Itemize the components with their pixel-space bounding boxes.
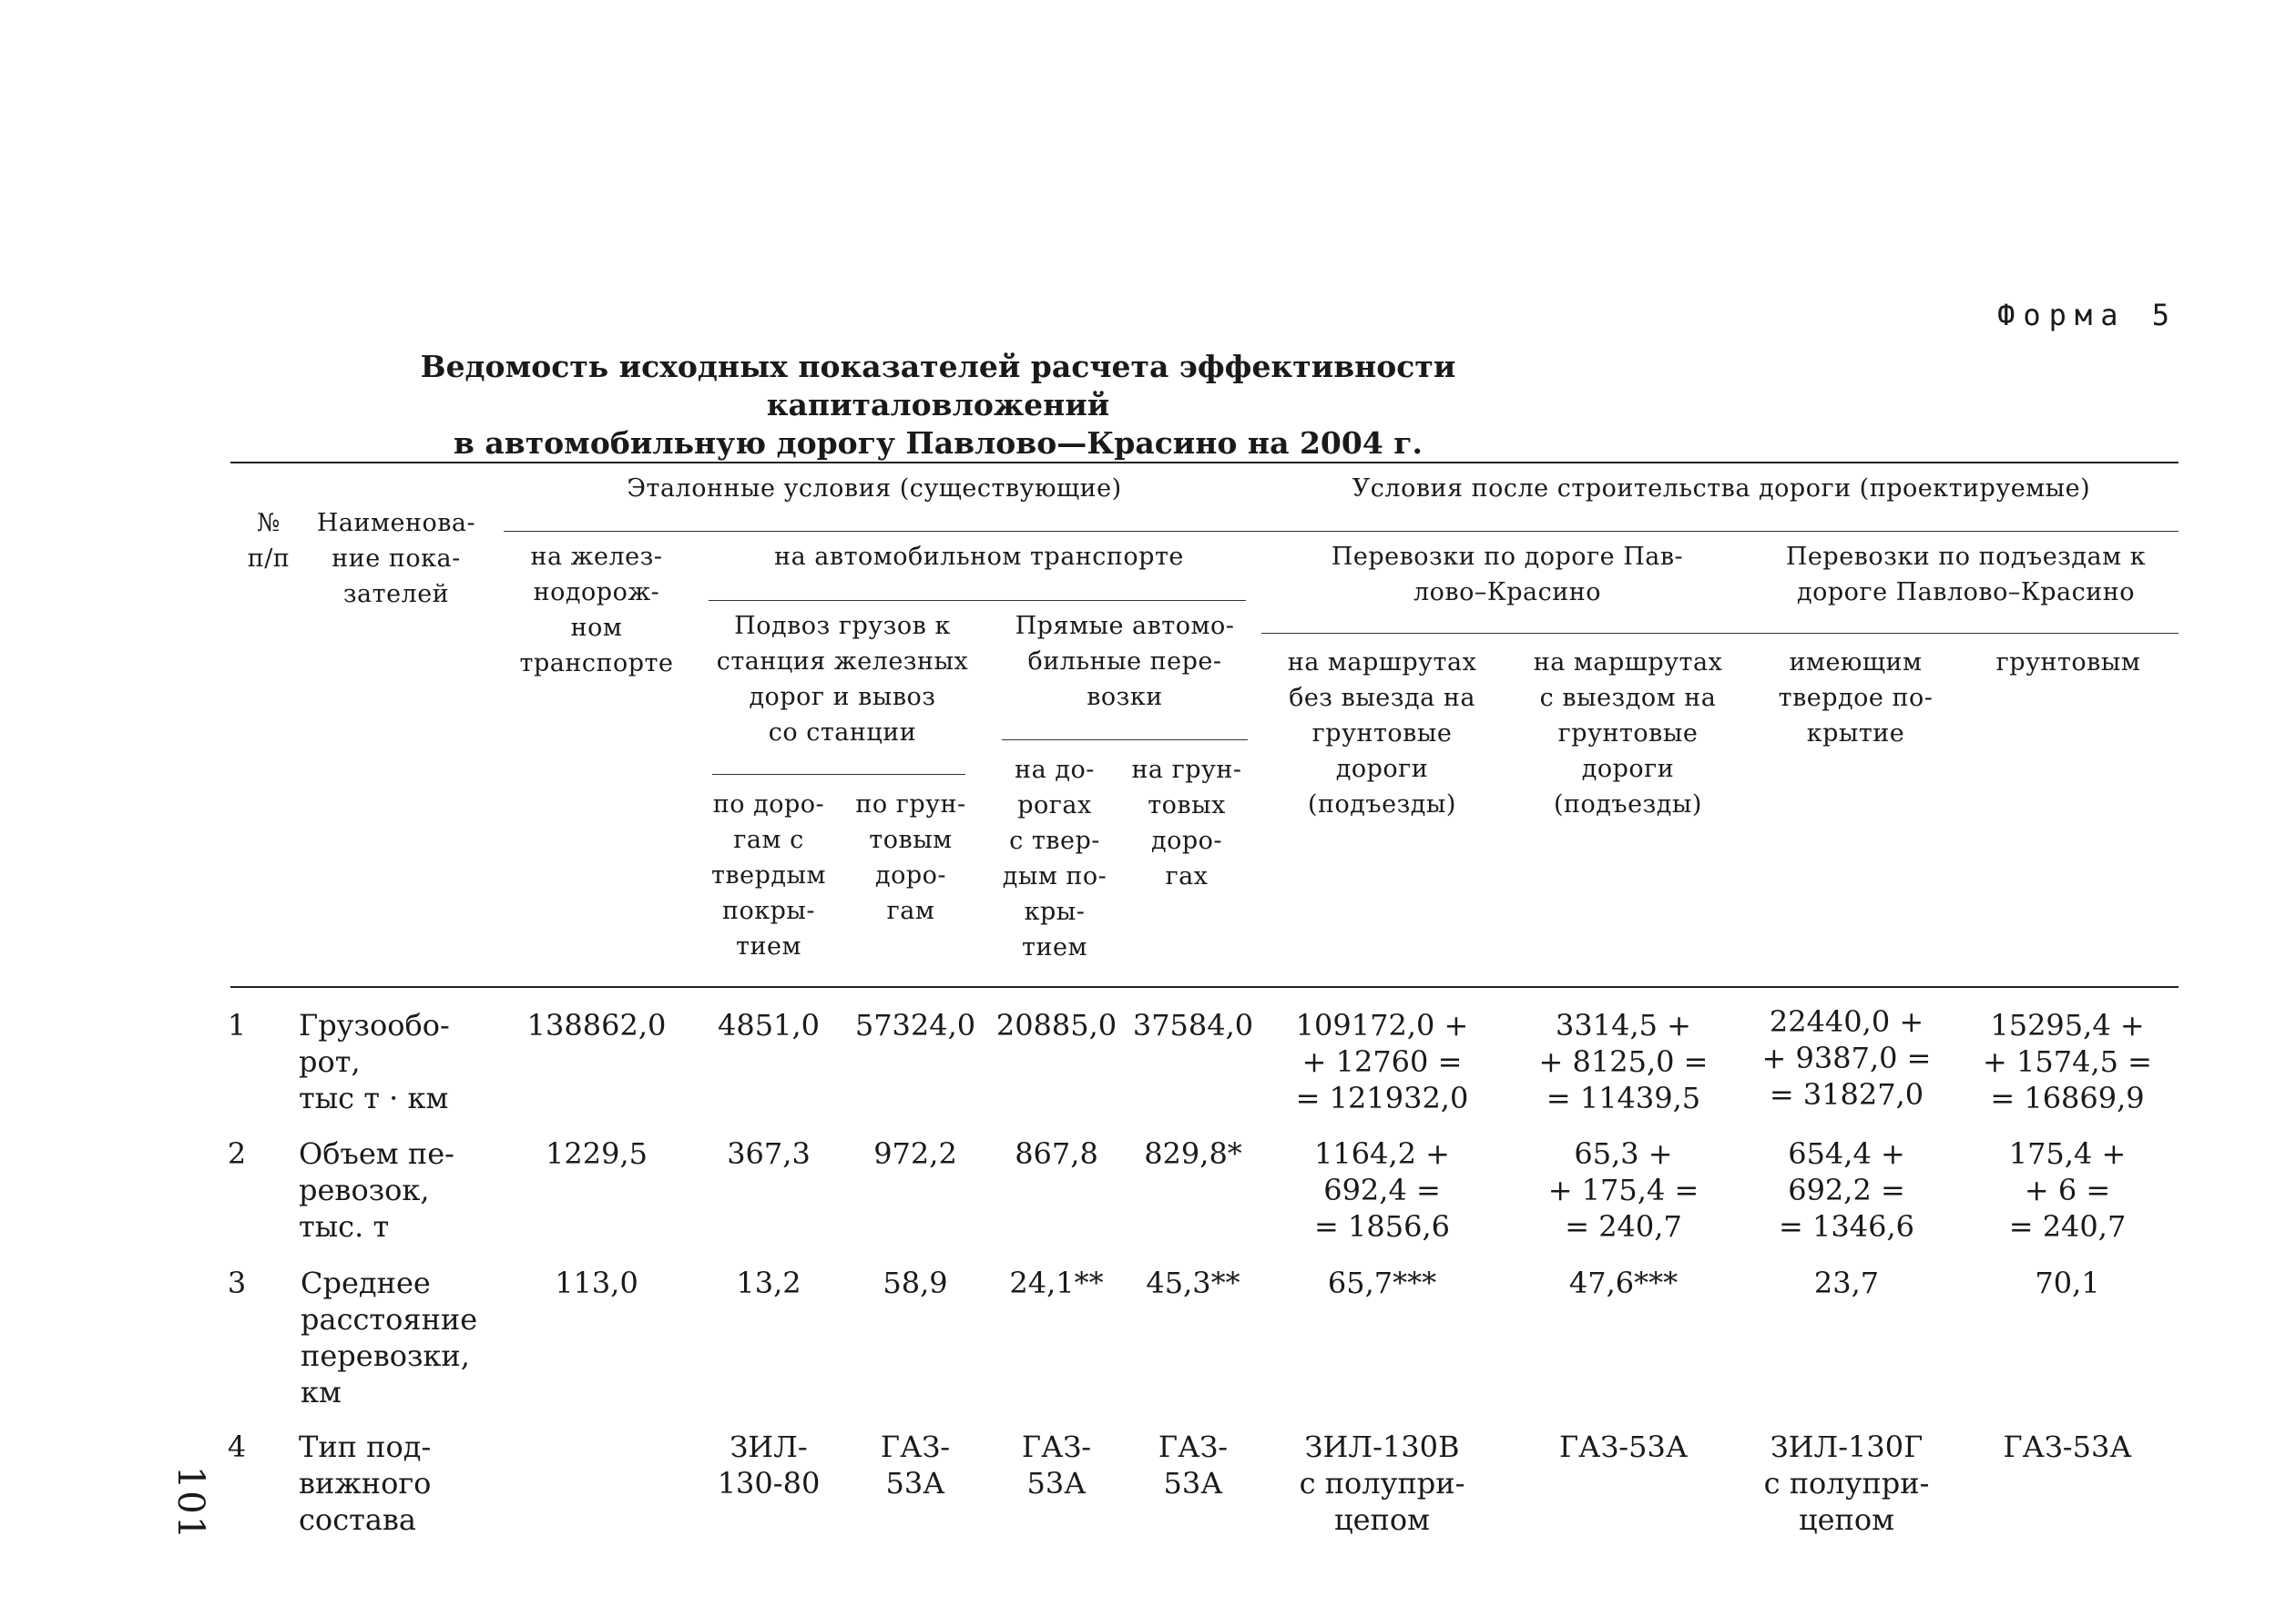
header-rail: на желез- нодорож- ном транспорте <box>519 543 674 677</box>
header-routes-with: на маршрутах с выездом на грунтовые дороги (подъезды) <box>1533 648 1723 819</box>
row-3-p-hard: 13,2 <box>736 1266 801 1300</box>
header-ground: грунтовым <box>1995 648 2141 677</box>
header-rule-pryamye <box>1002 739 1248 740</box>
row-2-name: Объем пе- ревозок, тыс. т <box>299 1136 454 1244</box>
row-3-rail: 113,0 <box>555 1266 638 1300</box>
header-hard-cover: имеющим твердое по- крытие <box>1778 648 1934 748</box>
row-2-hard: 654,4 + 692,2 = = 1346,6 <box>1779 1136 1914 1244</box>
row-3-num: 3 <box>227 1266 247 1300</box>
row-1-p-ground: 57324,0 <box>854 1008 976 1043</box>
header-sub-pr-hard: на до- рогах с твер- дым по- кры- тием <box>1002 756 1107 962</box>
row-4-without: ЗИЛ-130В с полупри- цепом <box>1299 1430 1465 1537</box>
header-rule-auto <box>709 600 1246 601</box>
row-1-num: 1 <box>227 1008 247 1043</box>
header-sub-pr-ground: на грун- товых доро- гах <box>1131 756 1242 890</box>
row-3-d-hard: 24,1** <box>1009 1266 1104 1300</box>
row-4-p-ground: ГАЗ- 53А <box>880 1430 951 1501</box>
row-3-without: 65,7*** <box>1327 1266 1437 1300</box>
page-number: 101 <box>169 1465 212 1542</box>
title-line-1: Ведомость исходных показателей расчета эффективности капиталовложений <box>420 349 1456 422</box>
header-podvoz: Подвоз грузов к станция железных дорог и вывоз со станции <box>716 612 969 747</box>
row-3-ground: 70,1 <box>2035 1266 2100 1300</box>
row-4-d-hard: ГАЗ- 53А <box>1021 1430 1092 1501</box>
row-1-with: 3314,5 + + 8125,0 = = 11439,5 <box>1538 1008 1709 1115</box>
row-4-num: 4 <box>227 1430 247 1464</box>
row-3-p-ground: 58,9 <box>883 1266 948 1300</box>
row-1-name: Грузообо- рот, тыс т · км <box>299 1008 450 1115</box>
header-pryamye: Прямые автомо- бильные пере- возки <box>1015 612 1235 711</box>
header-etalon: Эталонные условия (существующие) <box>627 474 1122 503</box>
row-1-without: 109172,0 + + 12760 = = 121932,0 <box>1295 1008 1469 1115</box>
table-top-rule <box>230 462 2179 463</box>
header-rule-podvoz <box>712 774 965 775</box>
row-3-hard: 23,7 <box>1813 1266 1880 1300</box>
row-4-ground: ГАЗ-53А <box>2003 1430 2132 1464</box>
row-2-ground: 175,4 + + 6 = = 240,7 <box>2008 1136 2127 1244</box>
row-2-without: 1164,2 + 692,4 = = 1856,6 <box>1314 1136 1450 1244</box>
header-num: № п/п <box>247 509 291 573</box>
header-rule-access <box>1753 633 2179 634</box>
row-2-d-ground: 829,8* <box>1144 1136 1242 1171</box>
row-3-d-ground: 45,3** <box>1146 1266 1240 1300</box>
row-4-hard: ЗИЛ-130Г с полупри- цепом <box>1763 1430 1930 1537</box>
row-2-p-hard: 367,3 <box>727 1136 811 1171</box>
header-bottom-rule <box>230 986 2179 988</box>
row-1-p-hard: 4851,0 <box>718 1008 820 1043</box>
row-2-with: 65,3 + + 175,4 = = 240,7 <box>1547 1136 1699 1244</box>
row-1-ground: 15295,4 + + 1574,5 = = 16869,9 <box>1983 1008 2152 1115</box>
row-2-p-ground: 972,2 <box>873 1136 957 1171</box>
row-2-num: 2 <box>227 1136 247 1171</box>
header-sub-hard: по доро- гам с твердым покры- тием <box>710 790 826 961</box>
row-4-with: ГАЗ-53А <box>1558 1430 1689 1464</box>
row-4-p-hard: ЗИЛ- 130-80 <box>717 1430 821 1501</box>
header-rule-after <box>1261 633 1753 634</box>
header-route-road: Перевозки по дороге Пав- лово–Красино <box>1331 543 1684 606</box>
row-2-d-hard: 867,8 <box>1015 1136 1098 1171</box>
form-label: Форма 5 <box>1997 298 2178 332</box>
row-2-rail: 1229,5 <box>546 1136 648 1171</box>
row-3-with: 47,6*** <box>1568 1266 1679 1300</box>
title-line-2: в автомобильную дорогу Павлово—Красино на 2004 г. <box>453 425 1423 461</box>
header-after: Условия после строительства дороги (проектируемые) <box>1352 474 2091 503</box>
row-1-d-ground: 37584,0 <box>1132 1008 1254 1043</box>
row-1-d-hard: 20885,0 <box>995 1008 1117 1043</box>
header-rule-level1 <box>504 531 2179 532</box>
row-4-name: Тип под- вижного состава <box>299 1430 432 1537</box>
header-access-road: Перевозки по подъездам к дороге Павлово–Красино <box>1785 543 2147 606</box>
header-auto: на автомобильном транспорте <box>774 543 1184 571</box>
header-name: Наименова- ние пока- зателей <box>316 509 476 608</box>
document-title <box>383 348 1494 463</box>
row-1-rail: 138862,0 <box>526 1008 667 1043</box>
header-sub-ground: по грун- товым доро- гам <box>855 790 966 925</box>
row-3-name: Среднее расстояние перевозки, км <box>301 1266 478 1409</box>
row-1-hard: 22440,0 + + 9387,0 = = 31827,0 <box>1761 1004 1932 1112</box>
header-routes-without: на маршрутах без выезда на грунтовые дороги (подъезды) <box>1287 648 1477 819</box>
row-4-d-ground: ГАЗ- 53А <box>1158 1430 1229 1501</box>
